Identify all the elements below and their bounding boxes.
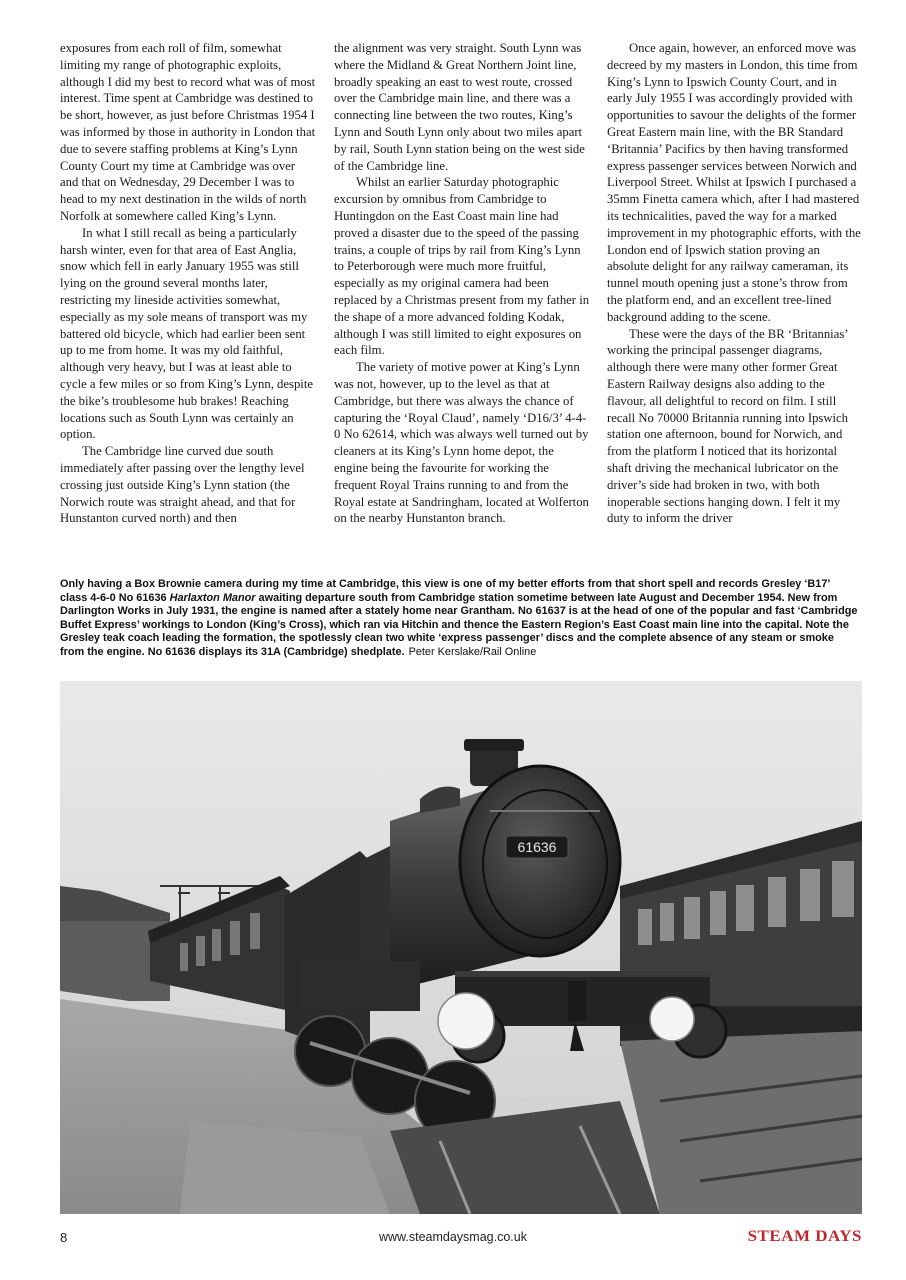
paragraph: exposures from each roll of film, somewhat limiting my range of photographic exploits, although I did my best to record what was of most interest. Time spent at Cambridge was destined to be short, however, as just before Christmas 1954 I was informed by those in authority in London that due to severe staffing problems at King’s Lynn County Court my time at Cambridge was over and that on Wednesday, 29 December I was to head to my next destination in the wilds of north Norfolk at somewhere called King’s Lynn. <box>60 41 316 223</box>
caption-text-1: Only having a Box Brownie camera during my time at Cambridge, this view is one of my better efforts from that short spell and records Gresley ‘B17’ class 4-6-0 No 61636 <box>60 578 830 604</box>
footer-url: www.steamdaysmag.co.uk <box>379 1230 527 1244</box>
page-number: 8 <box>60 1230 68 1245</box>
paragraph: These were the days of the BR ‘Britannias’ working the principal passenger diagrams, although there were many other former Great Eastern Railway designs also adding to the flavour, all delightful to record on film. I still recall No 70000 Britannia running into Ipswich station one afternoon, bound for Norwich, and from the platform I noticed that its horizontal shaft driving the mechanical lubricator on the driver’s side had broken in two, with both inoperable sections hanging down. I felt it my duty to inform the driver <box>607 326 849 526</box>
paragraph: Once again, however, an enforced move was decreed by my masters in London, this time from King’s Lynn to Ipswich County Court, and in early July 1955 I was accordingly provided with opportunities to savour the delights of the former Great Eastern main line, with the BR Standard ‘Britannia’ Pacifics by then having transformed express passenger services between Norwich and Liverpool Street. Whilst at Ipswich I purchased a 35mm Finetta camera which, after I had mastered its technicalities, paved the way for a marked improvement in my photographic efforts, with the London end of Ipswich station proving an absolute delight for any railway cameraman, its tunnel mouth opening just a stone’s throw from the platform end, and an excellent tree-lined background adding to the scene. <box>607 41 861 324</box>
express-passenger-disc-right <box>650 997 694 1041</box>
buffer-beam-mark: -17 <box>515 1093 529 1103</box>
paragraph: The Cambridge line curved due south immediately after passing over the lengthy level crossing just outside King’s Lynn station (the Norwich route was straight ahead, and that for Hunstanton curved north) and then <box>60 444 305 526</box>
express-passenger-disc-left <box>438 993 494 1049</box>
photo-caption <box>60 578 860 660</box>
steam-days-logo: STEAM DAYS <box>747 1226 862 1245</box>
article-column-2 <box>334 40 590 527</box>
caption-text-2: awaiting departure south from Cambridge station sometime between late August and December 1954. New from Darlington Works in July 1931, the engine is named after a stately home near Grantham. No 61637 is at the head of one of the popular and fast ‘Cambridge Buffet Express’ workings to London (King’s Cross), which ran via Hitchin and thence the Eastern Region’s East Coast main line into the capital. Note the Gresley teak coach leading the formation, the spotlessly clean two white ‘express passenger’ discs and the complete absence of any steam or smoke from the engine. No 61636 displays its 31A (Cambridge) shedplate. <box>60 591 858 658</box>
paragraph: the alignment was very straight. South Lynn was where the Midland & Great Northern Joint line, broadly speaking an east to west route, crossed over the Cambridge main line, and there was a connecting line between the two routes, King’s Lynn and South Lynn only about two miles apart by rail, South Lynn station being on the west side of the Cambridge line. <box>334 41 585 173</box>
article-column-3 <box>607 40 863 527</box>
paragraph: Whilst an earlier Saturday photographic excursion by omnibus from Cambridge to Huntingdon on the East Coast main line had proved a disaster due to the speed of the passing trains, a couple of trips by rail from King’s Lynn to Peterborough were much more fruitful, especially as my original camera had been replaced by a Christmas present from my father in the shape of a more advanced folding Kodak, although I was still limited to eight exposures on each film. <box>334 175 590 358</box>
paragraph: In what I still recall as being a particularly harsh winter, even for that area of East Anglia, snow which fell in early January 1955 was still lying on the ground several months later, restricting my lineside activities somewhat, especially as my sole means of transport was my battered old bicycle, which had earlier been sent up to me from home. It was my old faithful, although very heavy, but I was at least able to cycle a few miles or so from King’s Lynn, despite the bike’s troublesome hub brakes! Reaching locations such as South Lynn was certainly an option. <box>60 225 313 442</box>
photo-illustration <box>60 681 862 1214</box>
photo-credit: Peter Kerslake/Rail Online <box>408 645 537 658</box>
paragraph: The variety of motive power at King’s Lynn was not, however, up to the level as that at Cambridge, but there was always the chance of capturing the ‘Royal Claud’, namely ‘D16/3’ 4-4-0 No 62614, which was always well turned out by cleaners at its King’s Lynn home depot, the engine being the favourite for working the frequent Royal Trains running to and from the Royal estate at Sandringham, located at Wolferton on the nearby Hunstanton branch. <box>334 360 589 526</box>
caption-locomotive-name: Harlaxton Manor <box>169 591 256 604</box>
smokebox-number-plate: 61636 <box>517 839 557 855</box>
article-column-1 <box>60 40 316 527</box>
locomotive-photo <box>60 681 862 1214</box>
